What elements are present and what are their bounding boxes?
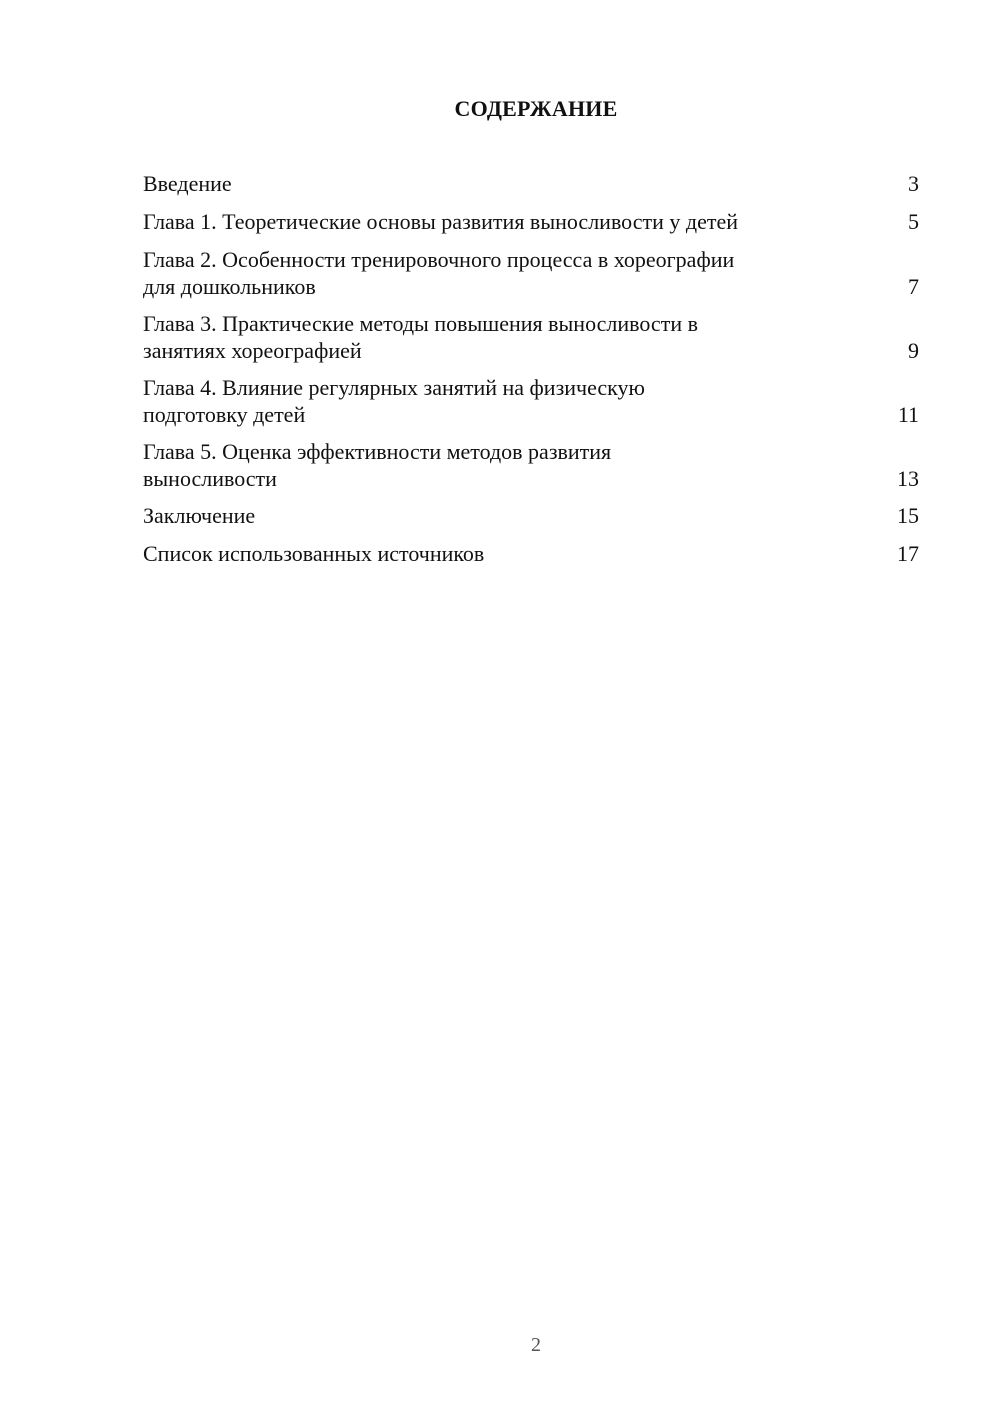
page-title-text: СОДЕРЖАНИЕ — [454, 96, 618, 121]
toc-item[interactable] — [143, 170, 919, 197]
table-of-contents — [143, 170, 919, 578]
toc-item-label: Заключение — [143, 503, 256, 528]
toc-item-page: 9 — [908, 338, 919, 363]
toc-item-label: Список использованных источников — [143, 541, 485, 566]
toc-item-label: Глава 1. Теоретические основы развития выносливости у детей — [143, 209, 738, 234]
toc-item[interactable] — [143, 310, 919, 364]
toc-item-page: 11 — [897, 402, 919, 427]
toc-item[interactable] — [143, 540, 919, 567]
toc-item-label: Глава 5. Оценка эффективности методов развития выносливости — [143, 439, 612, 491]
toc-item-page: 17 — [897, 541, 919, 566]
toc-item-page: 13 — [897, 466, 919, 491]
toc-item-page: 3 — [908, 171, 919, 196]
page-number: 2 — [531, 1334, 541, 1356]
page-title — [0, 96, 1000, 122]
toc-item[interactable] — [143, 374, 919, 428]
toc-item-label: Глава 2. Особенности тренировочного процесса в хореографии для дошкольников — [143, 247, 735, 299]
toc-item-page: 5 — [908, 209, 919, 234]
toc-item-page: 15 — [897, 503, 919, 528]
toc-item[interactable] — [143, 246, 919, 300]
toc-item[interactable] — [143, 502, 919, 529]
toc-item[interactable] — [143, 438, 919, 492]
toc-item-label: Введение — [143, 171, 232, 196]
toc-item-label: Глава 3. Практические методы повышения выносливости в занятиях хореографией — [143, 311, 698, 363]
toc-item-page: 7 — [908, 274, 919, 299]
toc-item[interactable] — [143, 208, 919, 235]
toc-item-label: Глава 4. Влияние регулярных занятий на физическую подготовку детей — [143, 375, 645, 427]
